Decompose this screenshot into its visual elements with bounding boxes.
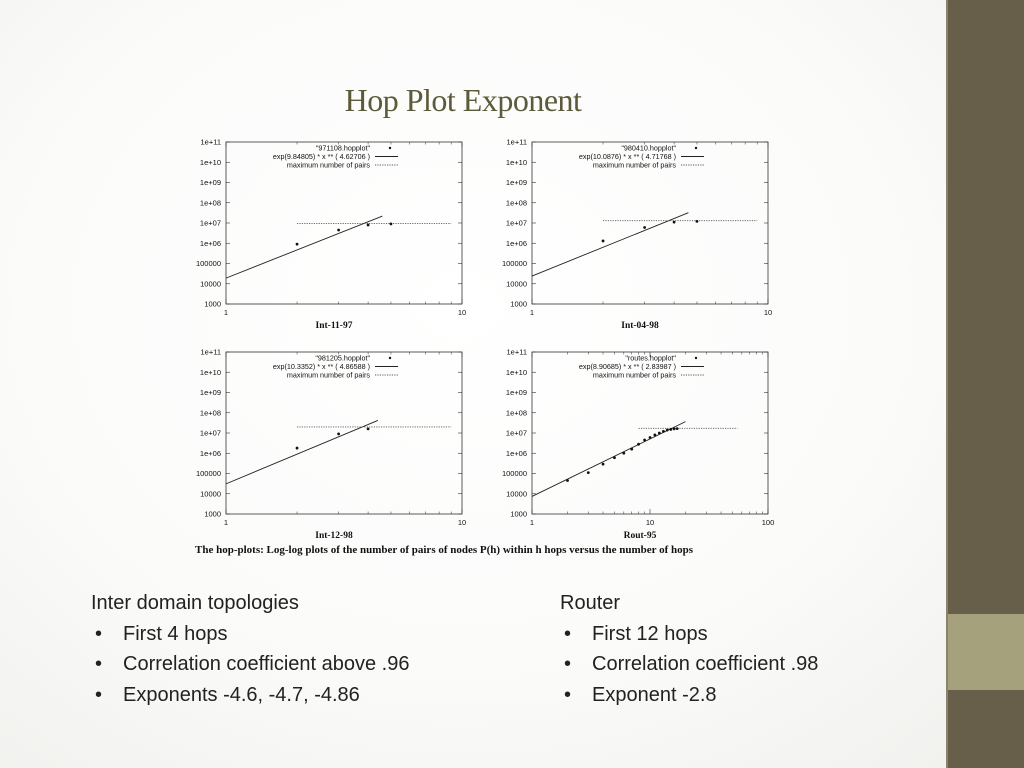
x-tick-label: 1	[223, 308, 229, 317]
y-tick-label: 10000	[506, 279, 527, 289]
plot-panel	[502, 138, 772, 332]
data-point	[296, 447, 299, 450]
y-tick-label: 1e+09	[199, 388, 221, 397]
data-point	[630, 448, 633, 451]
data-point	[337, 433, 340, 436]
legend-marker-point	[695, 357, 697, 359]
legend-entry: maximum number of pairs	[286, 370, 370, 380]
y-tick-label: 1e+09	[505, 388, 527, 397]
data-point	[696, 220, 699, 223]
data-point	[390, 223, 393, 226]
right-bullet: • First 12 hops	[560, 619, 818, 650]
sidebar-accent-block	[948, 614, 1024, 690]
y-tick-label: 1e+06	[199, 238, 221, 248]
left-bullet: • First 4 hops	[91, 619, 409, 650]
y-tick-label: 1000	[510, 509, 527, 519]
y-tick-label: 1e+11	[506, 347, 527, 357]
data-point	[602, 240, 605, 243]
data-point	[658, 432, 661, 435]
right-column-heading: Router	[560, 592, 621, 614]
legend-entry: maximum number of pairs	[286, 160, 370, 170]
legend-marker-point	[389, 147, 391, 149]
y-tick-label: 10000	[200, 489, 221, 499]
fit-line	[226, 420, 378, 483]
x-tick-label: 10	[457, 518, 467, 527]
y-tick-label: 100000	[195, 259, 221, 268]
x-tick-label: 10	[457, 308, 467, 317]
data-point	[643, 226, 646, 229]
y-tick-label: 1e+10	[199, 157, 221, 167]
right-column	[560, 588, 818, 710]
y-tick-label: 1e+07	[199, 218, 221, 228]
data-point	[653, 434, 656, 437]
data-point	[643, 439, 646, 442]
legend-marker-point	[695, 147, 697, 149]
y-tick-label: 1000	[204, 299, 221, 309]
legend-entry: "971108.hopplot"	[315, 143, 370, 153]
legend-entry: maximum number of pairs	[592, 370, 676, 380]
fit-line	[532, 213, 688, 276]
data-point	[602, 463, 605, 466]
data-point	[622, 452, 625, 455]
legend-marker-point	[389, 357, 391, 359]
y-tick-label: 1e+08	[505, 198, 527, 208]
y-tick-label: 1e+09	[505, 178, 527, 187]
y-tick-label: 1e+07	[505, 218, 527, 228]
hop-plots-svg	[190, 132, 782, 562]
plot-panel	[502, 348, 774, 542]
y-tick-label: 1e+11	[200, 347, 221, 357]
data-point	[649, 436, 652, 439]
data-point	[296, 243, 299, 246]
y-tick-label: 100000	[501, 259, 527, 268]
legend-entry: exp(9.84805) * x ** ( 4.62706 )	[272, 152, 370, 161]
y-tick-label: 1000	[204, 509, 221, 519]
x-tick-label: 100	[761, 518, 775, 527]
data-point	[367, 224, 370, 227]
y-tick-label: 1e+06	[505, 448, 527, 458]
data-point	[587, 471, 590, 474]
left-bullet: • Correlation coefficient above .96	[91, 649, 409, 680]
legend-entry: "980410.hopplot"	[621, 143, 676, 153]
page-title: Hop Plot Exponent	[344, 82, 582, 118]
y-tick-label: 10000	[506, 489, 527, 499]
right-bullet-list	[560, 619, 818, 711]
left-column	[91, 588, 409, 710]
legend-entry: "routes.hopplot"	[625, 353, 676, 363]
plot-panel	[196, 138, 466, 332]
data-point	[637, 443, 640, 446]
data-point	[673, 221, 676, 224]
left-bullet: • Exponents -4.6, -4.7, -4.86	[91, 680, 409, 711]
hop-plot-figure	[190, 132, 782, 562]
y-tick-label: 1e+11	[200, 137, 221, 147]
data-point	[613, 456, 616, 459]
y-tick-label: 1e+07	[505, 428, 527, 438]
x-tick-label: 10	[645, 518, 655, 527]
plot-title: Rout-95	[623, 531, 657, 541]
y-tick-label: 1e+06	[505, 238, 527, 248]
x-tick-label: 1	[529, 308, 535, 317]
plot-title: Int-12-98	[315, 531, 353, 541]
plot-title: Int-11-97	[315, 321, 353, 331]
fit-line	[226, 216, 382, 278]
x-tick-label: 1	[529, 518, 535, 527]
left-column-heading: Inter domain topologies	[91, 592, 299, 614]
y-tick-label: 100000	[501, 469, 527, 478]
y-tick-label: 1e+07	[199, 428, 221, 438]
y-tick-label: 1e+11	[506, 137, 527, 147]
figure-caption: The hop-plots: Log-log plots of the number of pairs of nodes P(h) within h hops versus the number of hops	[195, 544, 694, 556]
right-bullet: • Exponent -2.8	[560, 680, 818, 711]
x-tick-label: 10	[763, 308, 773, 317]
right-bullet: • Correlation coefficient .98	[560, 649, 818, 680]
legend-entry: "981205.hopplot"	[315, 353, 370, 363]
y-tick-label: 1e+09	[199, 178, 221, 187]
y-tick-label: 1e+10	[199, 367, 221, 377]
left-bullet-list	[91, 619, 409, 711]
y-tick-label: 100000	[195, 469, 221, 478]
data-point	[662, 430, 665, 433]
data-point	[669, 428, 672, 431]
y-tick-label: 1e+10	[505, 157, 527, 167]
x-tick-label: 1	[223, 518, 229, 527]
data-point	[673, 427, 676, 430]
plot-title: Int-04-98	[621, 321, 659, 331]
data-point	[367, 427, 370, 430]
y-tick-label: 1e+06	[199, 448, 221, 458]
data-point	[566, 479, 569, 482]
y-tick-label: 1e+08	[199, 408, 221, 418]
legend-entry: exp(10.3352) * x ** ( 4.86588 )	[272, 362, 370, 371]
y-tick-label: 1000	[510, 299, 527, 309]
data-point	[666, 429, 669, 432]
y-tick-label: 10000	[200, 279, 221, 289]
data-point	[676, 427, 679, 430]
fit-line	[532, 422, 686, 497]
y-tick-label: 1e+08	[505, 408, 527, 418]
y-tick-label: 1e+10	[505, 367, 527, 377]
data-point	[337, 229, 340, 232]
legend-entry: exp(8.90685) * x ** ( 2.83987 )	[578, 362, 676, 371]
legend-entry: maximum number of pairs	[592, 160, 676, 170]
legend-entry: exp(10.0876) * x ** ( 4.71768 )	[578, 152, 676, 161]
plot-panel	[196, 348, 466, 542]
y-tick-label: 1e+08	[199, 198, 221, 208]
